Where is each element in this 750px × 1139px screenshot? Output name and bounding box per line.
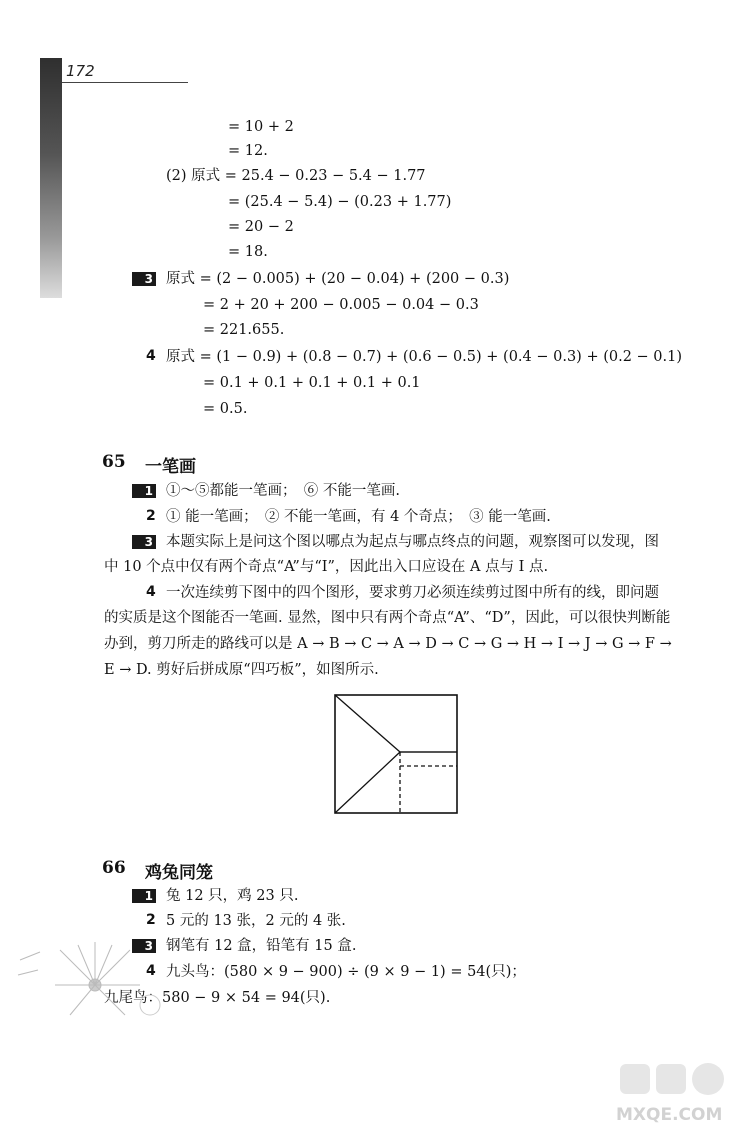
answer-line: 九尾鸟：580 − 9 × 54 = 94(只). xyxy=(104,990,331,1006)
answer-line: 钢笔有 12 盒，铅笔有 15 盒. xyxy=(166,938,357,954)
four-piece-puzzle-figure xyxy=(334,694,458,814)
header-rule xyxy=(62,82,188,83)
calc-line: 原式 = (2 − 0.005) + (20 − 0.04) + (200 − 0.3) xyxy=(166,271,510,287)
calc-line: 原式 = (1 − 0.9) + (0.8 − 0.7) + (0.6 − 0.5) + (0.4 − 0.3) + (0.2 − 0.1) xyxy=(166,349,683,365)
calc-line: = 0.5. xyxy=(203,401,248,417)
answer-line: ① 能一笔画； ② 不能一笔画，有 4 个奇点； ③ 能一笔画. xyxy=(166,509,551,525)
calc-line: (2) 原式 = 25.4 − 0.23 − 5.4 − 1.77 xyxy=(166,168,426,184)
item-number: 4 xyxy=(146,963,156,979)
section-title: 鸡兔同笼 xyxy=(145,863,213,883)
calc-line: = (25.4 − 5.4) − (0.23 + 1.77) xyxy=(228,194,452,210)
item-number: 2 xyxy=(146,508,156,524)
item-number: 2 xyxy=(146,912,156,928)
answer-line: E → D. 剪好后拼成原“四巧板”，如图所示. xyxy=(104,662,379,678)
section-number: 66 xyxy=(102,858,126,878)
answer-line: 本题实际上是问这个图以哪点为起点与哪点终点的问题，观察图可以发现，图 xyxy=(166,534,659,550)
answer-line: 兔 12 只，鸡 23 只. xyxy=(166,888,299,904)
left-gradient-bar xyxy=(40,58,62,298)
calc-line: = 0.1 + 0.1 + 0.1 + 0.1 + 0.1 xyxy=(203,375,421,391)
item-badge: 3 xyxy=(132,272,156,286)
flower-ornament-icon xyxy=(0,930,200,1020)
item-badge: 1 xyxy=(132,484,156,498)
calc-line: = 20 − 2 xyxy=(228,219,294,235)
calc-line: = 2 + 20 + 200 − 0.005 − 0.04 − 0.3 xyxy=(203,297,479,313)
calc-line: = 10 + 2 xyxy=(228,119,294,135)
item-badge: 3 xyxy=(132,535,156,549)
answer-line: 九头鸟：(580 × 9 − 900) ÷ (9 × 9 − 1) = 54(只)； xyxy=(166,964,526,980)
answer-line: ①～⑤都能一笔画； ⑥ 不能一笔画. xyxy=(166,483,400,499)
section-number: 65 xyxy=(102,452,126,472)
item-number: 4 xyxy=(146,348,156,364)
watermark-text: MXQE.COM xyxy=(616,1105,723,1125)
watermark-logo xyxy=(612,1062,737,1128)
calc-line: = 221.655. xyxy=(203,322,285,338)
answer-line: 5 元的 13 张，2 元的 4 张. xyxy=(166,913,346,929)
answer-line: 办到，剪刀所走的路线可以是 A → B → C → A → D → C → G → H → I → J → G → F → xyxy=(104,636,672,652)
calc-line: = 12. xyxy=(228,143,268,159)
page-number: 172 xyxy=(66,62,95,80)
item-number: 4 xyxy=(146,584,156,600)
answer-line: 中 10 个点中仅有两个奇点“A”与“I”，因此出入口应设在 A 点与 I 点. xyxy=(104,559,549,575)
item-badge: 1 xyxy=(132,889,156,903)
answer-line: 的实质是这个图能否一笔画. 显然，图中只有两个奇点“A”、“D”，因此，可以很快判断能 xyxy=(104,610,671,626)
section-title: 一笔画 xyxy=(145,457,196,477)
calc-line: = 18. xyxy=(228,244,268,260)
item-badge: 3 xyxy=(132,939,156,953)
answer-line: 一次连续剪下图中的四个图形，要求剪刀必须连续剪过图中所有的线，即问题 xyxy=(166,585,659,601)
